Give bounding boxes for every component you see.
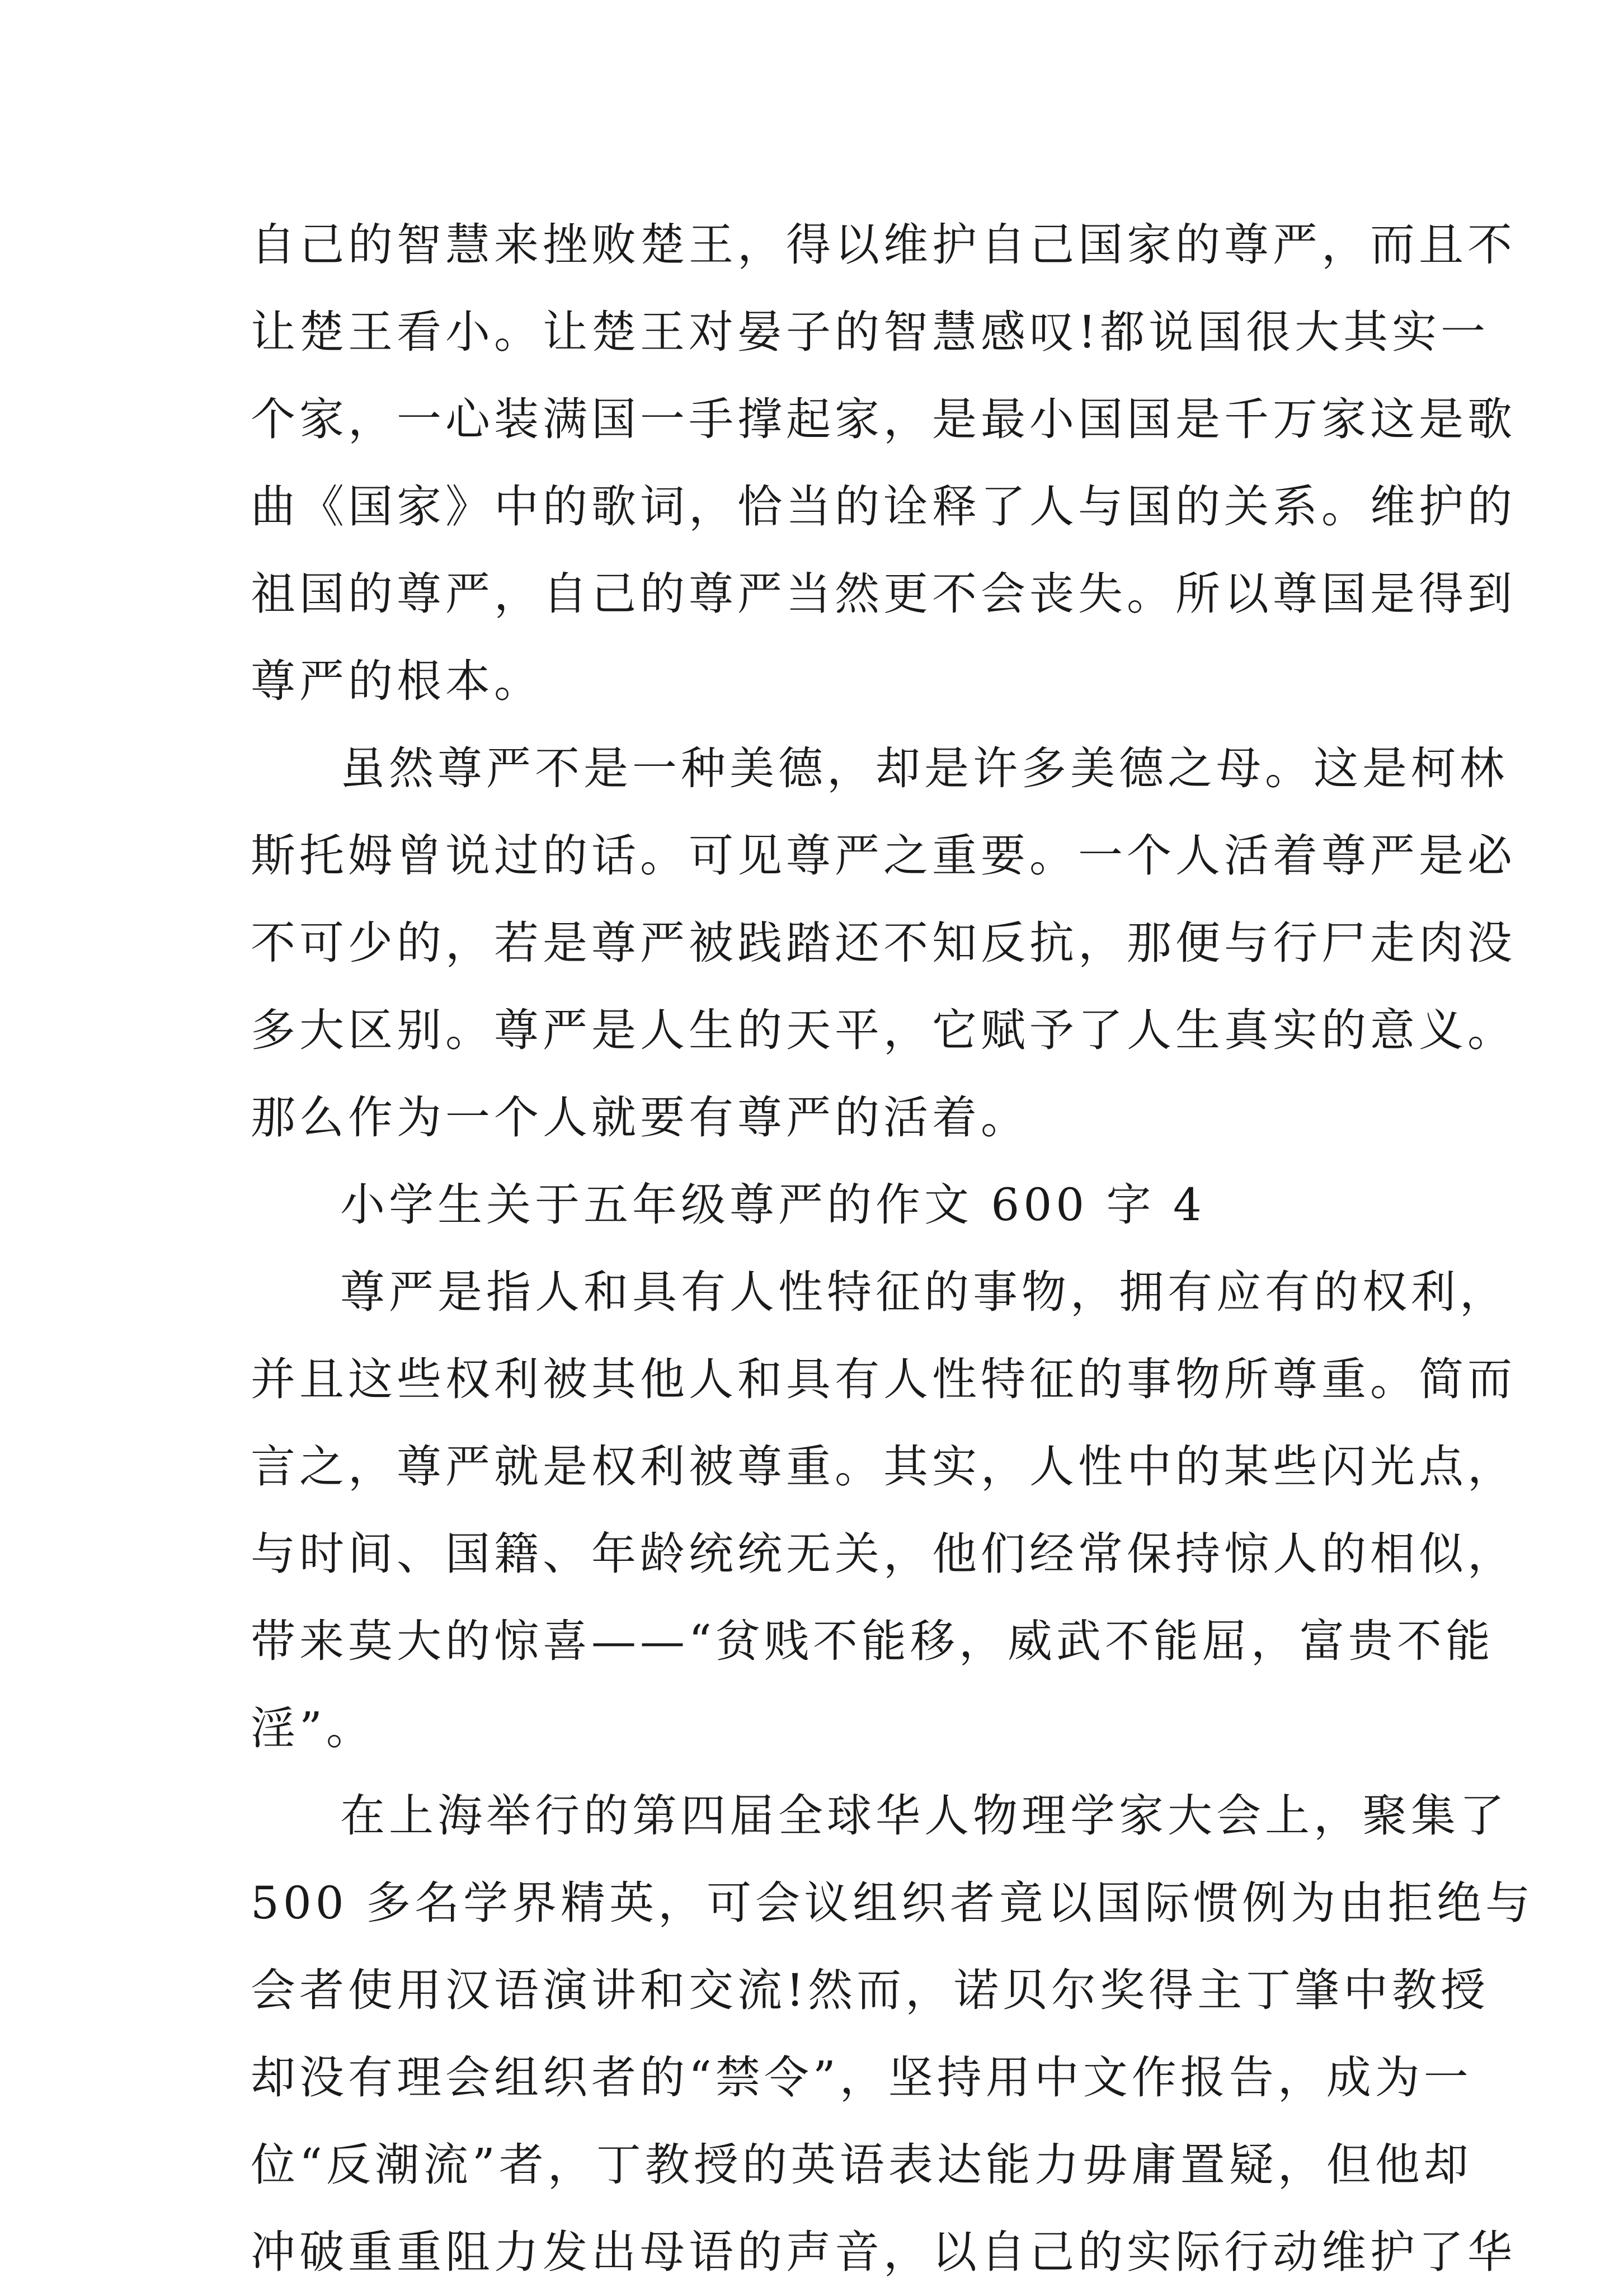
text-line: 言之，尊严就是权利被尊重。其实，人性中的某些闪光点， (251, 1441, 1516, 1493)
paragraph-4 (251, 1772, 1535, 2296)
text-line-first: 虽然尊严不是一种美德，却是许多美德之母。这是柯林 (340, 742, 1508, 794)
text-line: 冲破重重阻力发出母语的声音，以自己的实际行动维护了华 (251, 2226, 1516, 2278)
text-line: 曲《国家》中的歌词，恰当的诠释了人与国的关系。维护的 (251, 481, 1516, 533)
section-heading-text: 小学生关于五年级尊严的作文 600 字 4 (340, 1179, 1206, 1231)
text-line: 却没有理会组织者的“禁令”，坚持用中文作报告，成为一 (251, 2052, 1472, 2104)
text-line: 自己的智慧来挫败楚王，得以维护自己国家的尊严，而且不 (251, 219, 1516, 271)
text-line: 个家，一心装满国一手撑起家，是最小国国是千万家这是歌 (251, 393, 1516, 445)
text-line: 500 多名学界精英，可会议组织者竟以国际惯例为由拒绝与 (251, 1877, 1535, 1929)
text-line: 会者使用汉语演讲和交流!然而，诺贝尔奖得主丁肇中教授 (251, 1964, 1490, 2016)
text-line: 尊严的根本。 (251, 655, 543, 707)
paragraph-3 (251, 1249, 1516, 1772)
text-line: 斯托姆曾说过的话。可见尊严之重要。一个人活着尊严是必 (251, 830, 1516, 882)
text-line: 不可少的，若是尊严被践踏还不知反抗，那便与行尸走肉没 (251, 917, 1516, 969)
text-line: 那么作为一个人就要有尊严的活着。 (251, 1091, 1029, 1144)
text-line: 带来莫大的惊喜——“贫贱不能移，威武不能屈，富贵不能 (251, 1615, 1494, 1667)
text-line: 并且这些权利被其他人和具有人性特征的事物所尊重。简而 (251, 1353, 1516, 1405)
document-body (251, 201, 1535, 2296)
text-line-first: 在上海举行的第四届全球华人物理学家大会上，聚集了 (340, 1790, 1508, 1842)
text-line: 让楚王看小。让楚王对晏子的智慧感叹!都说国很大其实一 (251, 306, 1490, 358)
section-heading (251, 1161, 1381, 1249)
paragraph-2 (251, 725, 1516, 1161)
text-line-first: 尊严是指人和具有人性特征的事物，拥有应有的权利， (340, 1266, 1508, 1318)
text-line: 淫”。 (251, 1702, 375, 1754)
text-line: 位“反潮流”者，丁教授的英语表达能力毋庸置疑，但他却 (251, 2139, 1472, 2191)
paragraph-1 (251, 201, 1516, 725)
text-line: 与时间、国籍、年龄统统无关，他们经常保持惊人的相似， (251, 1528, 1516, 1580)
text-line: 多大区别。尊严是人生的天平，它赋予了人生真实的意义。 (251, 1004, 1516, 1056)
text-line: 祖国的尊严，自己的尊严当然更不会丧失。所以尊国是得到 (251, 568, 1516, 620)
